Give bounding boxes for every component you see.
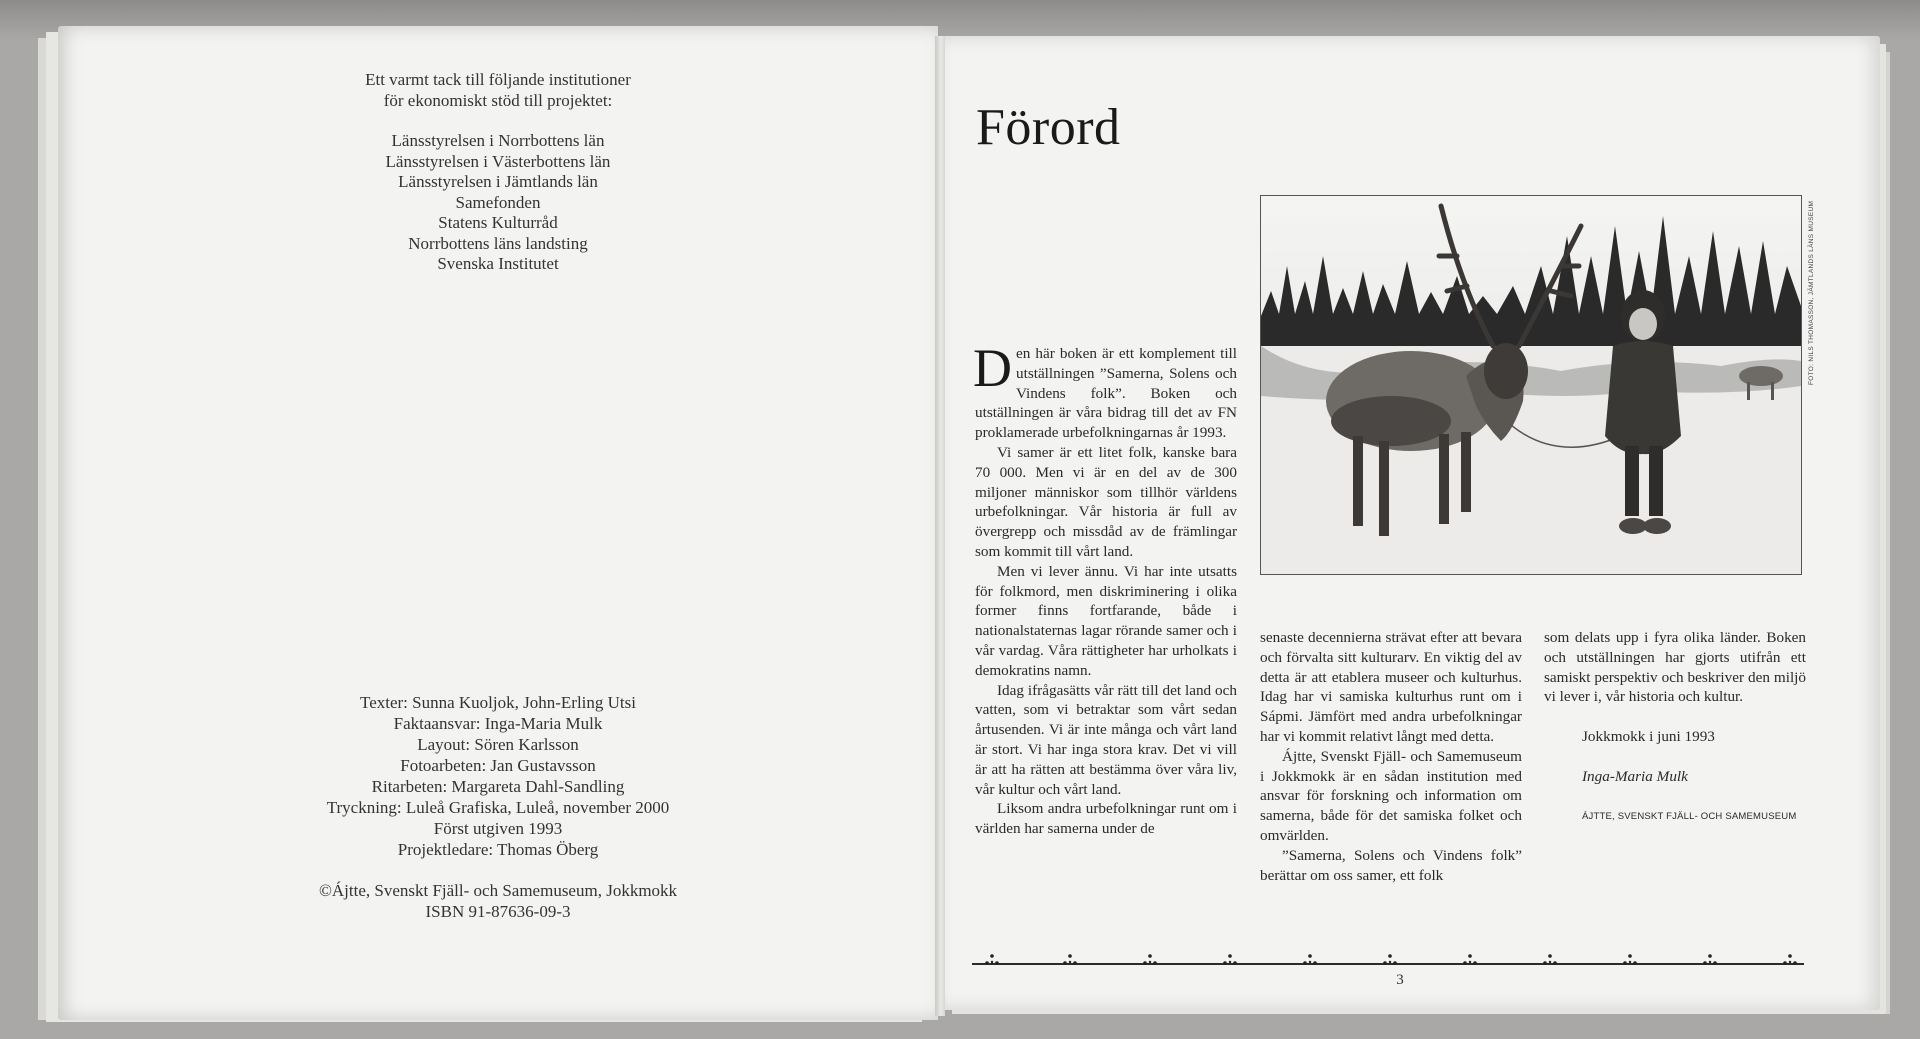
text-column-3 xyxy=(1544,628,1806,827)
place-date: Jokkmokk i juni 1993 xyxy=(1582,728,1715,746)
page-title: Förord xyxy=(976,99,1121,156)
credit-line: Faktaansvar: Inga-Maria Mulk xyxy=(393,714,603,733)
ornament-icon xyxy=(1062,952,1078,963)
copyright: ©Ájtte, Svenskt Fjäll- och Samemuseum, Jokkmokk xyxy=(318,881,678,900)
ornament-icon xyxy=(1382,952,1398,963)
institution-item: Samefonden xyxy=(455,192,541,212)
author-institution: ÁJTTE, SVENSKT FJÄLL- OCH SAMEMUSEUM xyxy=(1582,810,1797,822)
credit-line: Tryckning: Luleå Grafiska, Luleå, november 2000 xyxy=(326,798,670,817)
credit-line: Först utgiven 1993 xyxy=(433,819,563,838)
text-column-1 xyxy=(973,338,1237,839)
acknowledgements xyxy=(58,70,938,275)
institution-item: Statens Kulturråd xyxy=(438,213,558,232)
paragraph: Idag ifrågasätts vår rätt till det land och vatten, som vi betraktar som vårt sedan årtusenden. Vi är inte många och vårt land är stort. Vi har inga stora krav. Det vi vill är att ha rätten att bestämma över våra liv, vår kultur och vårt land. xyxy=(975,681,1237,798)
credit-line: Layout: Sören Karlsson xyxy=(417,735,579,754)
paragraph: en här boken är ett komplement till utställningen ”Samerna, Solens och Vindens folk”. Boken och utställningen är våra bidrag till det av FN proklamerade urbefolkningarnas år 1993. xyxy=(975,345,1237,442)
colophon xyxy=(58,692,938,922)
paragraph: Men vi lever ännu. Vi har inte utsatts för folkmord, men diskriminering i olika former finns fortfarande, både i nationalstaternas lagar rörande samer och i vår vardag. Våra rättigheter har urholkats i demokratins namn. xyxy=(975,562,1237,679)
institution-item: Länsstyrelsen i Norrbottens län xyxy=(391,131,605,150)
ornament-icon xyxy=(1142,952,1158,963)
ornament-icon xyxy=(1462,952,1478,963)
credit-line: Fotoarbeten: Jan Gustavsson xyxy=(400,756,596,775)
paragraph: senaste decennierna strävat efter att bevara och förvalta sitt kulturarv. En viktig del av detta är att etablera museer och kulturhus. Idag har vi samiska kulturhus runt om i Sápmi. Jämfört med andra urbefolkningar har vi kommit relativt långt med detta. xyxy=(1260,629,1522,745)
photo-credit: FOTO: NILS THOMASSON, JÄMTLANDS LÄNS MUSEUM xyxy=(1808,200,1815,385)
paragraph: ”Samerna, Solens och Vindens folk” berättar om oss samer, ett folk xyxy=(1260,846,1522,884)
ornament-icon xyxy=(1622,952,1638,963)
author-signature: Inga-Maria Mulk xyxy=(1582,767,1688,785)
credit-line: Projektledare: Thomas Öberg xyxy=(397,840,599,859)
paragraph: som delats upp i fyra olika länder. Boken och utställningen har gjorts utifrån ett samiskt perspektiv och beskriver den miljö vi lever i, vår historia och kultur. xyxy=(1544,629,1806,706)
ornament-icon xyxy=(1782,952,1798,963)
ornament-icon xyxy=(984,952,1000,963)
credit-line: Texter: Sunna Kuoljok, John-Erling Utsi xyxy=(360,693,636,712)
reindeer-photo xyxy=(1260,195,1802,575)
institution-item: Svenska Institutet xyxy=(437,254,559,273)
ornament-icon xyxy=(1702,952,1718,963)
paragraph: Ájtte, Svenskt Fjäll- och Samemuseum i Jokkmokk är en sådan institution med ansvar för forskning och information om samerna, både för det samiska folket och omvärlden. xyxy=(1260,747,1522,844)
ornament-icon xyxy=(1542,952,1558,963)
page-number: 3 xyxy=(1396,972,1404,988)
paragraph: Vi samer är ett litet folk, kanske bara 70 000. Men vi är en del av de 300 miljoner människor som tillhör världens urbefolkningar. Vår historia är full av övergrepp och missdåd av de främlingar som kommit till vårt land. xyxy=(975,443,1237,560)
paragraph: Liksom andra urbefolkningar runt om i världen har samerna under de xyxy=(975,800,1237,838)
isbn: ISBN 91-87636-09-3 xyxy=(425,902,571,921)
thanks-line: Ett varmt tack till följande institutioner xyxy=(365,70,631,89)
institution-item: Länsstyrelsen i Jämtlands län xyxy=(398,172,598,191)
thanks-line: för ekonomiskt stöd till projektet: xyxy=(383,90,613,110)
institution-item: Norrbottens läns landsting xyxy=(408,233,588,253)
ornament-icon xyxy=(1302,952,1318,963)
drop-cap: D xyxy=(973,338,1012,398)
ornament-icon xyxy=(1222,952,1238,963)
credit-line: Ritarbeten: Margareta Dahl-Sandling xyxy=(371,777,625,796)
text-column-2 xyxy=(1260,628,1522,885)
institution-item: Länsstyrelsen i Västerbottens län xyxy=(385,151,611,171)
